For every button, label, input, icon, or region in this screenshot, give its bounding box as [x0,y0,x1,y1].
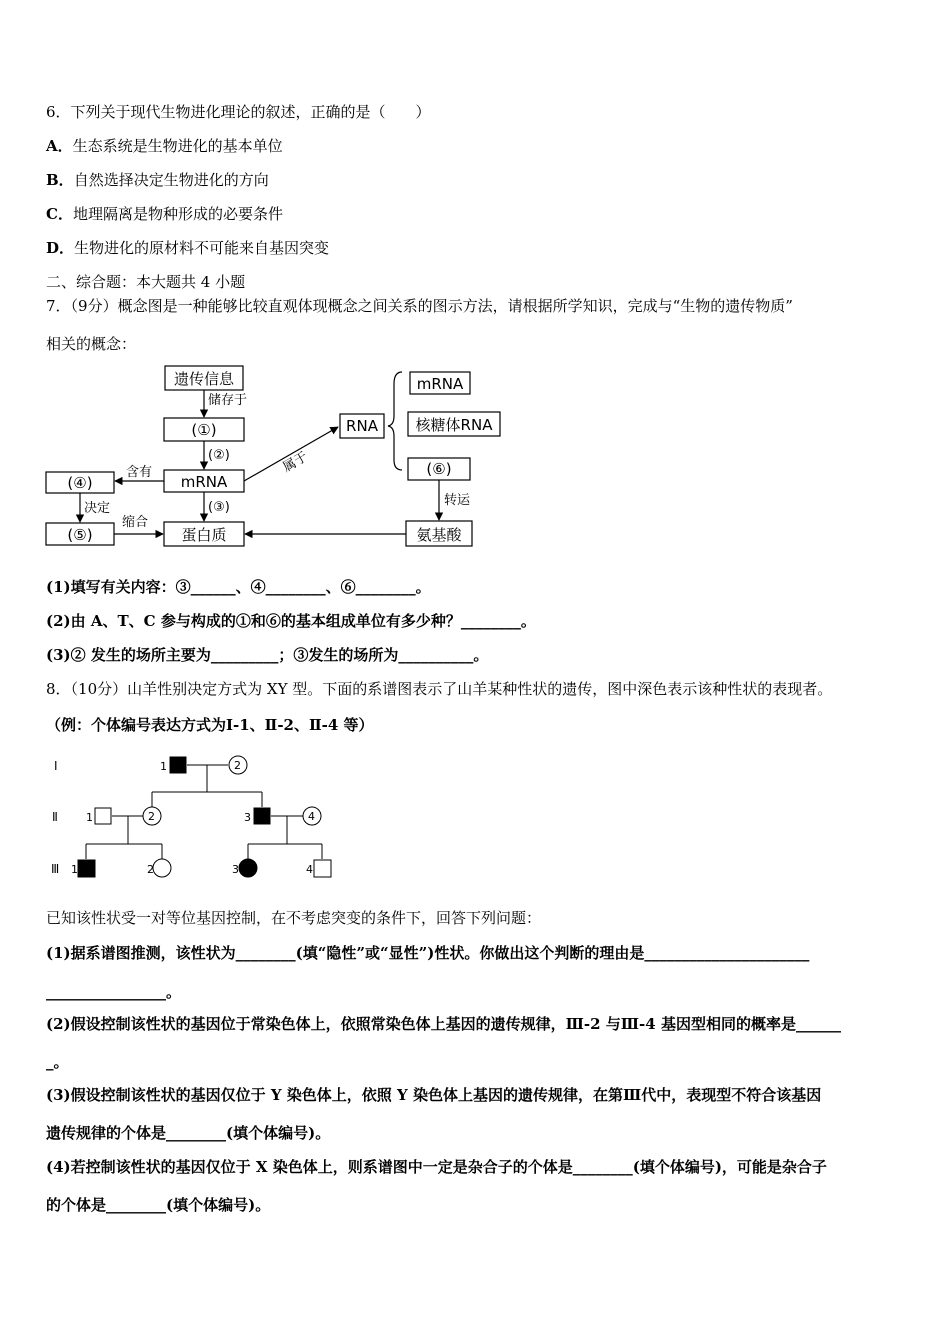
num-II-2: 2 [148,810,155,823]
label-mrna-main: mRNA [180,473,228,491]
q7-sub3: (3)② 发生的场所主要为_________；③发生的场所为__________。 [46,646,489,664]
q8-stem-line2: （例：个体编号表达方式为Ⅰ-1、Ⅱ-2、Ⅱ-4 等） [46,716,374,734]
label-rna: RNA [346,417,378,435]
pedigree-chart [46,748,346,888]
q8-p3-line1: (3)假设控制该性状的基因仅位于 Y 染色体上，依照 Y 染色体上基因的遗传规律，在第Ⅲ代中，表现型不符合该基因 [46,1086,822,1104]
q8-p2-line2: _。 [46,1053,69,1071]
q8-p1-line1: (1)据系谱图推测，该性状为________(填“隐性”或“显性”)性状。你做出这个判断的理由是______________________ [46,944,810,962]
edge-condense: 缩合 [122,515,149,530]
option-text: 自然选择决定生物进化的方向 [73,171,269,189]
q7-stem-line1: 7．（9分）概念图是一种能够比较直观体现概念之间关系的图示方法，请根据所学知识，完成与“生物的遗传物质” [46,297,793,315]
num-III-2: 2 [147,863,154,876]
individual-III-4 [314,860,331,877]
concept-map-diagram [40,360,510,555]
edge-determines: 决定 [84,501,111,516]
label-4: (④) [67,474,93,492]
q6-option-c [46,204,283,224]
q6-option-b [46,170,269,190]
num-I-1: 1 [160,760,167,773]
q8-p1-line2: ________________。 [46,983,182,1001]
num-III-4: 4 [306,863,313,876]
label-5: (⑤) [67,526,93,544]
q8-p2-line1: (2)假设控制该性状的基因位于常染色体上，依照常染色体上基因的遗传规律，Ⅲ-2 与Ⅲ-4 基因型相同的概率是______ [46,1015,841,1033]
q7-sub1: (1)填写有关内容：③______、④________、⑥________。 [46,578,431,596]
individual-III-2 [153,859,171,877]
section-heading: 二、综合题：本大题共 4 小题 [46,273,246,291]
edge-3: (③) [208,500,230,515]
individual-II-3 [254,808,270,824]
q8-intro: 已知该性状受一对等位基因控制，在不考虑突变的条件下，回答下列问题： [46,909,542,927]
option-letter: C． [46,205,73,223]
edge-belongs: 属于 [280,449,311,476]
option-text: 生物进化的原材料不可能来自基因突变 [74,239,330,257]
edge-transport: 转运 [444,493,471,508]
label-mrna-sub: mRNA [416,375,464,393]
q7-sub2: (2)由 A、T、C 参与构成的①和⑥的基本组成单位有多少种？________。 [46,612,536,630]
individual-III-3 [239,859,257,877]
q8-p4-line2: 的个体是________(填个体编号)。 [46,1196,271,1214]
q6-option-a [46,136,283,156]
num-II-1: 1 [86,811,93,824]
label-1: (①) [191,421,217,439]
option-letter: B． [46,171,74,189]
individual-III-1 [78,860,95,877]
q7-stem-line2: 相关的概念： [46,335,137,353]
num-III-1: 1 [71,863,78,876]
edge-contains: 含有 [126,465,153,480]
num-I-2: 2 [234,759,241,772]
gen-label-1: Ⅰ [54,759,58,773]
label-6: (⑥) [426,460,452,478]
option-text: 生态系统是生物进化的基本单位 [72,137,283,155]
edge-2: (②) [208,448,230,463]
individual-II-1 [95,808,111,824]
gen-label-2: Ⅱ [52,810,58,824]
q6-option-d [46,238,329,258]
num-III-3: 3 [232,863,239,876]
label-genetic-info: 遗传信息 [173,370,235,388]
q8-stem-line1: 8．（10分）山羊性别决定方式为 XY 型。下面的系谱图表示了山羊某种性状的遗传，图中深色表示该种性状的表现者。 [46,680,833,698]
num-II-3: 3 [244,811,251,824]
label-protein: 蛋白质 [181,526,227,544]
edge-stored-in: 储存于 [208,393,248,408]
brace [388,372,402,470]
q6-stem: 6．下列关于现代生物进化理论的叙述，正确的是（ ） [46,103,431,121]
q8-p4-line1: (4)若控制该性状的基因仅位于 X 染色体上，则系谱图中一定是杂合子的个体是________(填个体编号)，可能是杂合子 [46,1158,827,1176]
option-letter: A． [46,137,73,155]
gen-label-3: Ⅲ [51,862,60,876]
individual-I-1 [170,757,186,773]
label-amino-acid: 氨基酸 [416,526,462,544]
option-letter: D． [46,239,75,257]
option-text: 地理隔离是物种形成的必要条件 [72,205,283,223]
num-II-4: 4 [308,810,315,823]
q8-p3-line2: 遗传规律的个体是________(填个体编号)。 [46,1124,331,1142]
label-rrna: 核糖体RNA [415,416,493,434]
